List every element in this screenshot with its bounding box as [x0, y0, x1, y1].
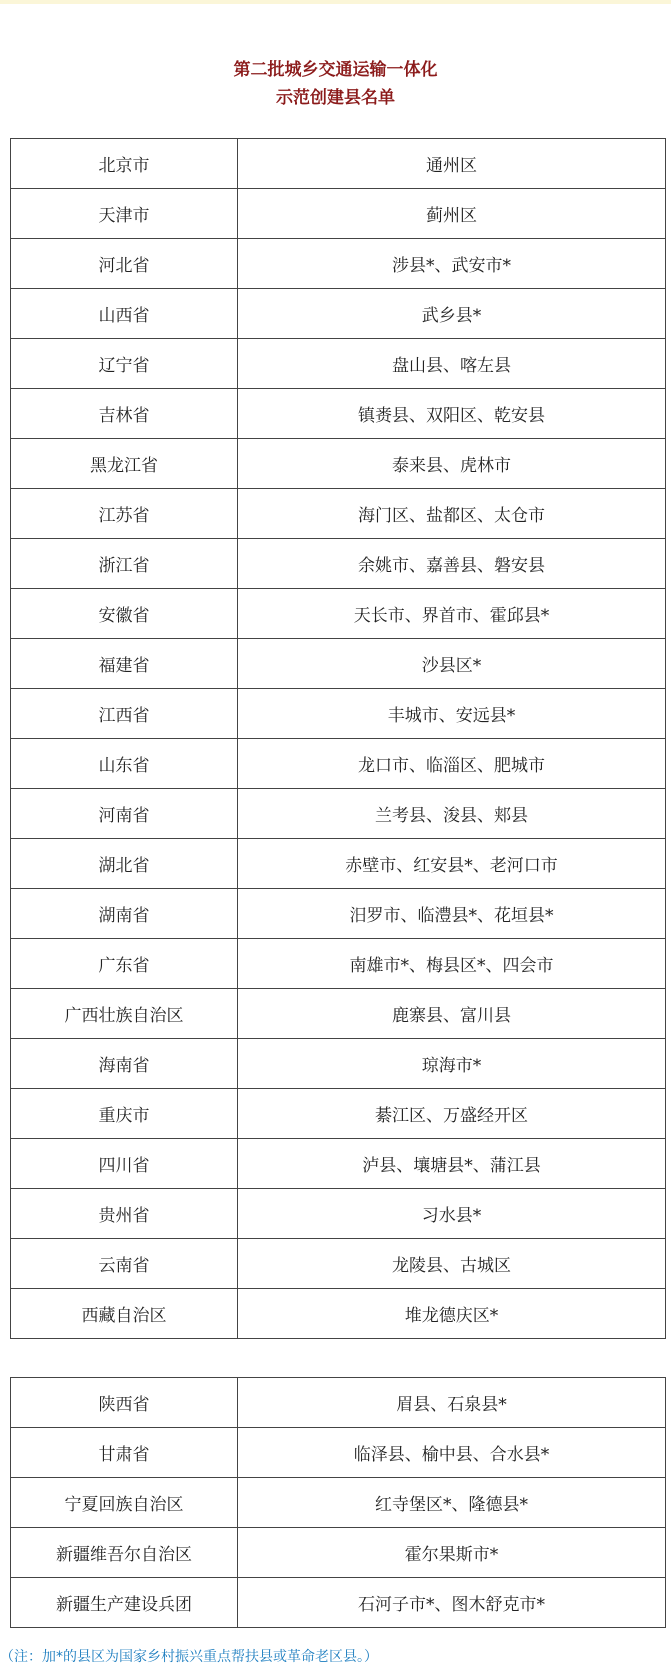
province-cell: 北京市: [11, 139, 238, 189]
province-cell: 浙江省: [11, 539, 238, 589]
table-row: [11, 189, 666, 239]
counties-cell: 琼海市*: [238, 1039, 666, 1089]
province-cell: 西藏自治区: [11, 1289, 238, 1339]
province-cell: 陕西省: [11, 1378, 238, 1428]
table-row: [11, 1378, 666, 1428]
table-row: [11, 389, 666, 439]
table-row: [11, 439, 666, 489]
province-cell: 广西壮族自治区: [11, 989, 238, 1039]
province-cell: 新疆维吾尔自治区: [11, 1528, 238, 1578]
footnote: （注：加*的县区为国家乡村振兴重点帮扶县或革命老区县。）: [0, 1649, 378, 1665]
table-row: [11, 1039, 666, 1089]
top-divider: [0, 0, 671, 4]
counties-cell: 涉县*、武安市*: [238, 239, 666, 289]
province-cell: 广东省: [11, 939, 238, 989]
table-row: [11, 789, 666, 839]
province-cell: 山西省: [11, 289, 238, 339]
table-row: [11, 1428, 666, 1478]
province-cell: 海南省: [11, 1039, 238, 1089]
title-line-1: 第二批城乡交通运输一体化: [233, 60, 438, 80]
title-line-2: 示范创建县名单: [276, 88, 395, 108]
table-row: [11, 839, 666, 889]
county-table-2: [10, 1377, 666, 1628]
table-row: [11, 1239, 666, 1289]
province-cell: 江西省: [11, 689, 238, 739]
counties-cell: 海门区、盐都区、太仓市: [238, 489, 666, 539]
counties-cell: 武乡县*: [238, 289, 666, 339]
province-cell: 河北省: [11, 239, 238, 289]
counties-cell: 丰城市、安远县*: [238, 689, 666, 739]
table-row: [11, 1189, 666, 1239]
table-row: [11, 339, 666, 389]
table-row: [11, 1528, 666, 1578]
province-cell: 重庆市: [11, 1089, 238, 1139]
province-cell: 安徽省: [11, 589, 238, 639]
counties-cell: 泸县、壤塘县*、蒲江县: [238, 1139, 666, 1189]
counties-cell: 临泽县、榆中县、合水县*: [238, 1428, 666, 1478]
table-row: [11, 889, 666, 939]
counties-cell: 红寺堡区*、隆德县*: [238, 1478, 666, 1528]
counties-cell: 汨罗市、临澧县*、花垣县*: [238, 889, 666, 939]
table-row: [11, 539, 666, 589]
province-cell: 宁夏回族自治区: [11, 1478, 238, 1528]
page-title: [0, 56, 671, 112]
province-cell: 江苏省: [11, 489, 238, 539]
counties-cell: 余姚市、嘉善县、磐安县: [238, 539, 666, 589]
counties-cell: 眉县、石泉县*: [238, 1378, 666, 1428]
counties-cell: 通州区: [238, 139, 666, 189]
counties-cell: 赤壁市、红安县*、老河口市: [238, 839, 666, 889]
table-row: [11, 239, 666, 289]
province-cell: 黑龙江省: [11, 439, 238, 489]
province-cell: 福建省: [11, 639, 238, 689]
table-row: [11, 939, 666, 989]
counties-cell: 霍尔果斯市*: [238, 1528, 666, 1578]
province-cell: 甘肃省: [11, 1428, 238, 1478]
table-row: [11, 1139, 666, 1189]
counties-cell: 泰来县、虎林市: [238, 439, 666, 489]
counties-cell: 镇赉县、双阳区、乾安县: [238, 389, 666, 439]
counties-cell: 盘山县、喀左县: [238, 339, 666, 389]
province-cell: 湖北省: [11, 839, 238, 889]
province-cell: 天津市: [11, 189, 238, 239]
counties-cell: 石河子市*、图木舒克市*: [238, 1578, 666, 1628]
counties-cell: 綦江区、万盛经开区: [238, 1089, 666, 1139]
province-cell: 吉林省: [11, 389, 238, 439]
province-cell: 四川省: [11, 1139, 238, 1189]
province-cell: 新疆生产建设兵团: [11, 1578, 238, 1628]
table-row: [11, 1289, 666, 1339]
table-row: [11, 639, 666, 689]
table-row: [11, 739, 666, 789]
province-cell: 云南省: [11, 1239, 238, 1289]
counties-cell: 龙口市、临淄区、肥城市: [238, 739, 666, 789]
counties-cell: 沙县区*: [238, 639, 666, 689]
province-cell: 山东省: [11, 739, 238, 789]
table-row: [11, 689, 666, 739]
counties-cell: 习水县*: [238, 1189, 666, 1239]
table-row: [11, 289, 666, 339]
counties-cell: 蓟州区: [238, 189, 666, 239]
province-cell: 河南省: [11, 789, 238, 839]
counties-cell: 天长市、界首市、霍邱县*: [238, 589, 666, 639]
counties-cell: 鹿寨县、富川县: [238, 989, 666, 1039]
province-cell: 湖南省: [11, 889, 238, 939]
table-row: [11, 589, 666, 639]
counties-cell: 龙陵县、古城区: [238, 1239, 666, 1289]
counties-cell: 堆龙德庆区*: [238, 1289, 666, 1339]
table-row: [11, 489, 666, 539]
table-row: [11, 139, 666, 189]
table-row: [11, 989, 666, 1039]
province-cell: 辽宁省: [11, 339, 238, 389]
table-row: [11, 1478, 666, 1528]
counties-cell: 南雄市*、梅县区*、四会市: [238, 939, 666, 989]
table-row: [11, 1578, 666, 1628]
counties-cell: 兰考县、浚县、郏县: [238, 789, 666, 839]
province-cell: 贵州省: [11, 1189, 238, 1239]
table-row: [11, 1089, 666, 1139]
county-table-1: [10, 138, 666, 1339]
